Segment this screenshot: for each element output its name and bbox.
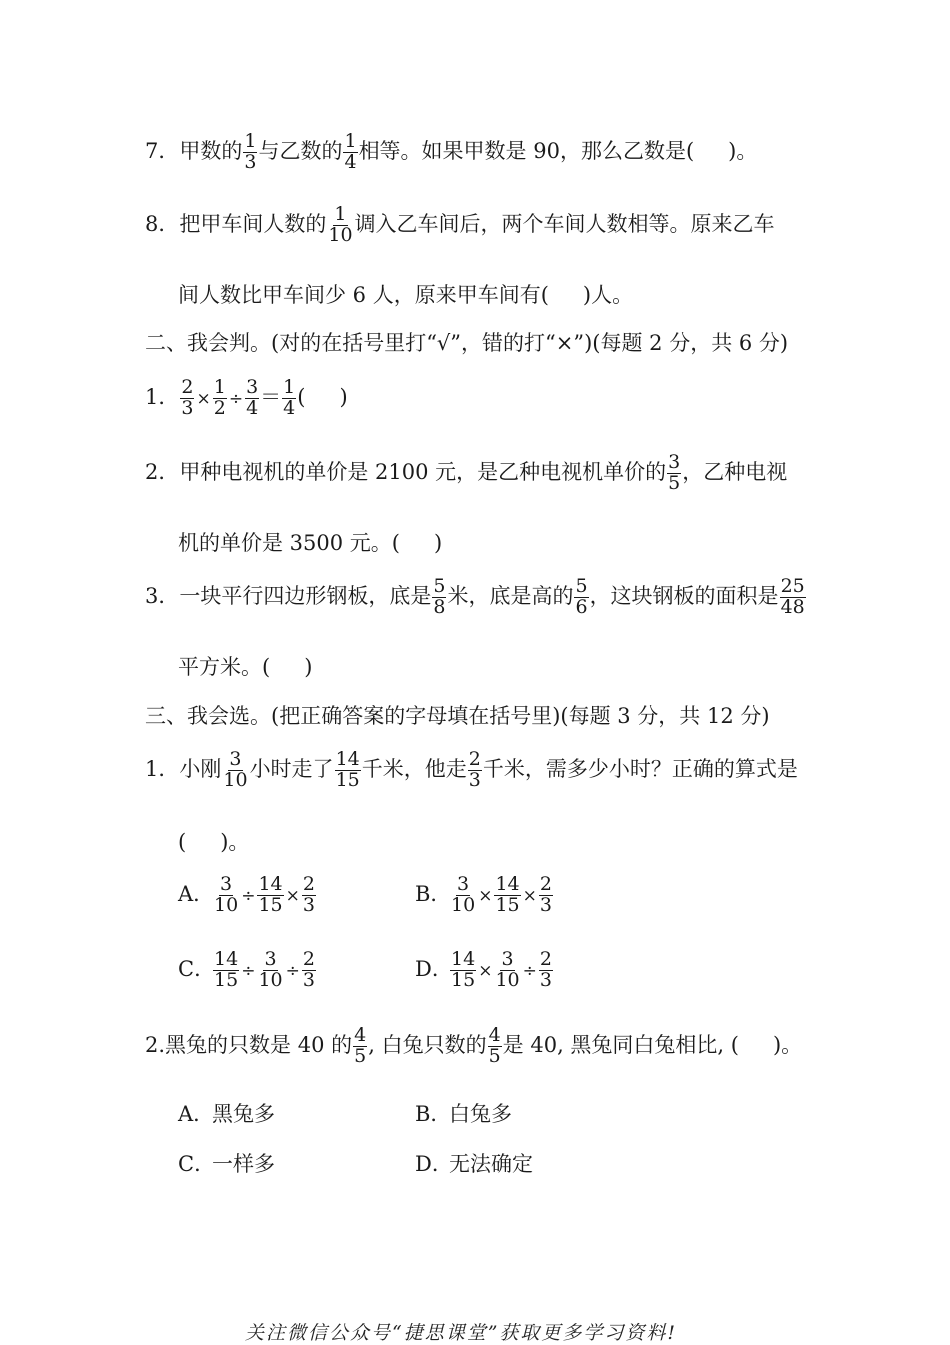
choice-1: 1．小刚 $\frac{3}{10}$ 小时走了 $\frac{14}{15}$ 千米，他走 $\frac{2}{3}$ 千米，需多少小时？正确的算式是 [145, 748, 798, 791]
question-8-continued: 间人数比甲车间少 6 人，原来甲车间有( )人。 [178, 283, 634, 307]
fraction: $\frac{5}{6}$ [575, 575, 588, 618]
footer-note: 关注微信公众号“捷思课堂”获取更多学习资料! [245, 1322, 678, 1344]
question-number: 2． [145, 459, 180, 484]
fraction: $\frac{14}{15}$ [214, 948, 239, 991]
choice-1-continued: ( )。 [178, 830, 250, 854]
fraction: $\frac{14}{15}$ [258, 873, 283, 916]
fraction: $\frac{25}{48}$ [780, 575, 805, 618]
fraction: $\frac{3}{4}$ [246, 376, 259, 419]
option-text: 一样多 [212, 1152, 275, 1176]
fraction: $\frac{14}{15}$ [495, 873, 520, 916]
question-number: 8． [145, 211, 180, 236]
fraction: $\frac{3}{5}$ [668, 451, 681, 494]
fraction: $\frac{2}{3}$ [302, 948, 315, 991]
option-label: D． [415, 1152, 453, 1176]
question-number: 1． [145, 384, 180, 409]
fraction: $\frac{3}{10}$ [214, 873, 239, 916]
option-text: 黑兔多 [212, 1102, 275, 1126]
fraction: $\frac{4}{5}$ [488, 1024, 501, 1067]
question-number: 2. [145, 1032, 166, 1057]
option-label: C． [178, 956, 216, 981]
choice-2-option-a[interactable] [178, 1098, 275, 1128]
question-number: 7． [145, 138, 180, 163]
question-number: 1． [145, 756, 180, 781]
choice-2-option-c[interactable] [178, 1148, 275, 1178]
fraction: $\frac{1}{10}$ [328, 203, 353, 246]
fraction: $\frac{14}{15}$ [335, 748, 360, 791]
option-label: B． [415, 1102, 452, 1126]
option-label: B． [415, 881, 452, 906]
option-label: A． [178, 881, 215, 906]
option-label: D． [415, 956, 453, 981]
option-text: 白兔多 [449, 1102, 512, 1126]
fraction: $\frac{2}{3}$ [468, 748, 481, 791]
option-label: A． [178, 1102, 215, 1126]
fraction: $\frac{3}{10}$ [451, 873, 476, 916]
fraction: $\frac{1}{4}$ [283, 376, 296, 419]
judge-2-continued: 机的单价是 3500 元。( ) [178, 531, 443, 555]
fraction: $\frac{3}{10}$ [258, 948, 283, 991]
choice-2: 2.黑兔的只数是 40 的 $\frac{4}{5}$ , 白兔只数的 $\frac{4}{5}$ 是 40, 黑兔同白兔相比, ( )。 [145, 1024, 803, 1067]
fraction: $\frac{14}{15}$ [451, 948, 476, 991]
option-label: C． [178, 1152, 216, 1176]
judge-3: 3．一块平行四边形钢板，底是 $\frac{5}{8}$ 米，底是高的 $\frac{5}{6}$ ，这块钢板的面积是 $\frac{25}{48}$ [145, 575, 805, 618]
fraction: $\frac{4}{5}$ [354, 1024, 367, 1067]
fraction: $\frac{1}{3}$ [244, 130, 257, 173]
judge-3-continued: 平方米。( ) [178, 655, 313, 679]
fraction: $\frac{2}{3}$ [302, 873, 315, 916]
choice-1-option-b[interactable]: B． $\frac{3}{10}$ × $\frac{14}{15}$ × $\frac{2}{3}$ [415, 873, 552, 916]
choice-1-option-c[interactable]: C． $\frac{14}{15}$ ÷ $\frac{3}{10}$ ÷ $\frac{2}{3}$ [178, 948, 315, 991]
judge-1: 1． $\frac{2}{3}$ × $\frac{1}{2}$ ÷ $\frac{3}{4}$ ＝ $\frac{1}{4}$ ( ) [145, 376, 348, 419]
fraction: $\frac{1}{2}$ [213, 376, 226, 419]
choice-1-option-d[interactable]: D． $\frac{14}{15}$ × $\frac{3}{10}$ ÷ $\frac{2}{3}$ [415, 948, 552, 991]
fraction: $\frac{2}{3}$ [539, 873, 552, 916]
question-8: 8．把甲车间人数的 $\frac{1}{10}$ 调入乙车间后，两个车间人数相等。原来乙车 [145, 203, 775, 246]
option-text: 无法确定 [449, 1152, 533, 1176]
choice-2-option-d[interactable] [415, 1148, 533, 1178]
question-number: 3． [145, 583, 180, 608]
choice-2-option-b[interactable] [415, 1098, 512, 1128]
section-3-title: 三、我会选。(把正确答案的字母填在括号里)(每题 3 分，共 12 分) [145, 704, 770, 728]
fraction: $\frac{2}{3}$ [539, 948, 552, 991]
fraction: $\frac{3}{10}$ [223, 748, 248, 791]
fraction: $\frac{1}{4}$ [344, 130, 357, 173]
section-2-title: 二、我会判。(对的在括号里打“√”，错的打“×”)(每题 2 分，共 6 分) [145, 331, 789, 355]
choice-1-option-a[interactable]: A． $\frac{3}{10}$ ÷ $\frac{14}{15}$ × $\frac{2}{3}$ [178, 873, 315, 916]
question-7: 7．甲数的 $\frac{1}{3}$ 与乙数的 $\frac{1}{4}$ 相等。如果甲数是 90，那么乙数是( )。 [145, 130, 758, 173]
fraction: $\frac{5}{8}$ [433, 575, 446, 618]
fraction: $\frac{3}{10}$ [495, 948, 520, 991]
judge-2: 2．甲种电视机的单价是 2100 元，是乙种电视机单价的 $\frac{3}{5}$ ，乙种电视 [145, 451, 788, 494]
fraction: $\frac{2}{3}$ [181, 376, 194, 419]
